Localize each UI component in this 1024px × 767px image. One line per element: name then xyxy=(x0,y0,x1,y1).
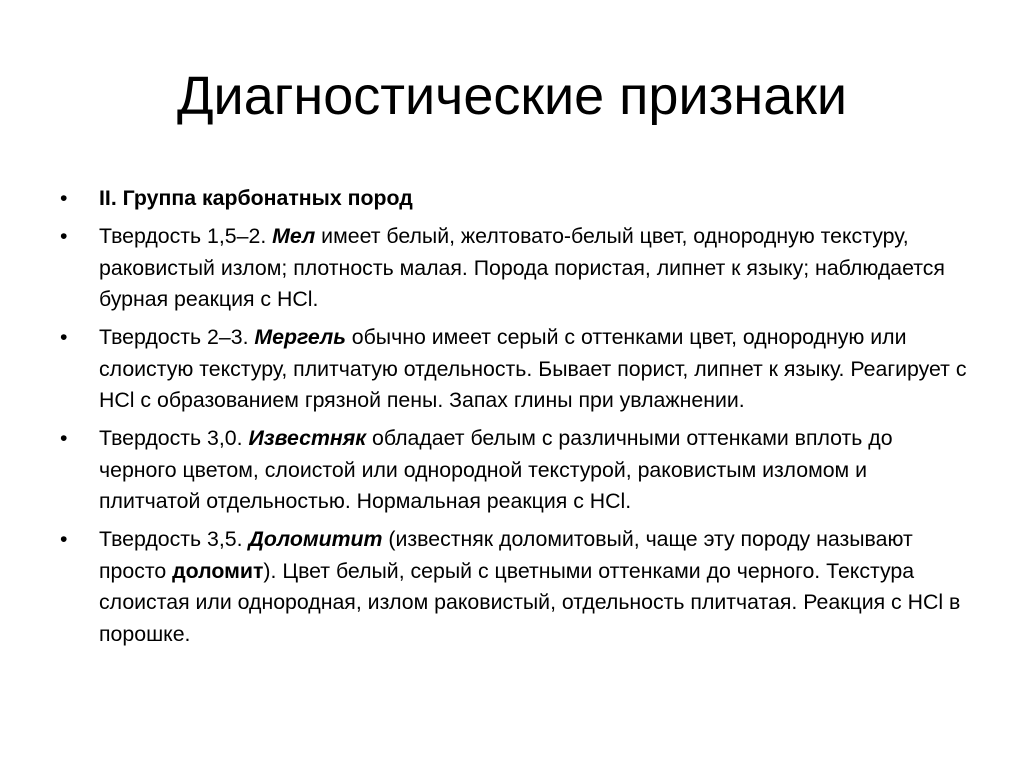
bullet-marker: • xyxy=(60,527,68,551)
hardness-text: Твердость 1,5–2. xyxy=(99,224,273,248)
hardness-text: Твердость 3,0. xyxy=(99,426,249,450)
slide-title: Диагностические признаки xyxy=(176,66,848,126)
rock-name-chalk: Мел xyxy=(272,224,316,248)
bullet-marker: • xyxy=(60,224,68,248)
item-text xyxy=(99,423,970,518)
rock-name-limestone: Известняк xyxy=(248,426,367,450)
item-text xyxy=(99,221,970,316)
description-text: обладает белым с различными оттенками вплоть до черного цветом, слоистой или однородной текстурой, раковистым изломом и плитчатой отдельностью. Нормальная реакция с HCl. xyxy=(99,426,893,513)
description-text: ). Цвет белый, серый с цветными оттенками до черного. Текстура слоистая или однородная, излом раковистый, отдельность плитчатая. Реакция с HCl в порошке. xyxy=(99,558,961,646)
list-item-limestone xyxy=(60,423,970,518)
bullet-marker: • xyxy=(60,186,68,210)
bullet-marker: • xyxy=(60,325,68,349)
rock-name-dolomite: доломит xyxy=(172,558,264,583)
rock-name-dolomitite: Доломитит xyxy=(248,527,383,551)
hardness-text: Твердость 3,5. xyxy=(99,527,249,551)
item-text xyxy=(99,322,970,417)
item-text xyxy=(99,524,970,650)
description-text: (известняк доломитовый, чаще эту породу называют просто xyxy=(99,527,913,583)
list-item-dolomitite xyxy=(60,524,970,650)
list-item-chalk xyxy=(60,221,970,316)
bullet-list xyxy=(60,183,970,657)
description-text: имеет белый, желтовато-белый цвет, однородную текстуру, раковистый излом; плотность малая. Порода пористая, липнет к языку; наблюдается бурная реакция с HCl. xyxy=(99,224,945,311)
list-item-marl xyxy=(60,322,970,417)
group-heading: II. Группа карбонатных пород xyxy=(99,186,413,210)
hardness-text: Твердость 2–3. xyxy=(99,325,255,349)
bullet-marker: • xyxy=(60,426,68,450)
rock-name-marl: Мергель xyxy=(254,325,346,349)
description-text: обычно имеет серый с оттенками цвет, однородную или слоистую текстуру, плитчатую отдельность. Бывает порист, липнет к языку. Реагирует с HCl с образованием грязной пены. Запах глины при увлажнении. xyxy=(99,325,967,412)
list-item-group-heading xyxy=(60,183,970,215)
